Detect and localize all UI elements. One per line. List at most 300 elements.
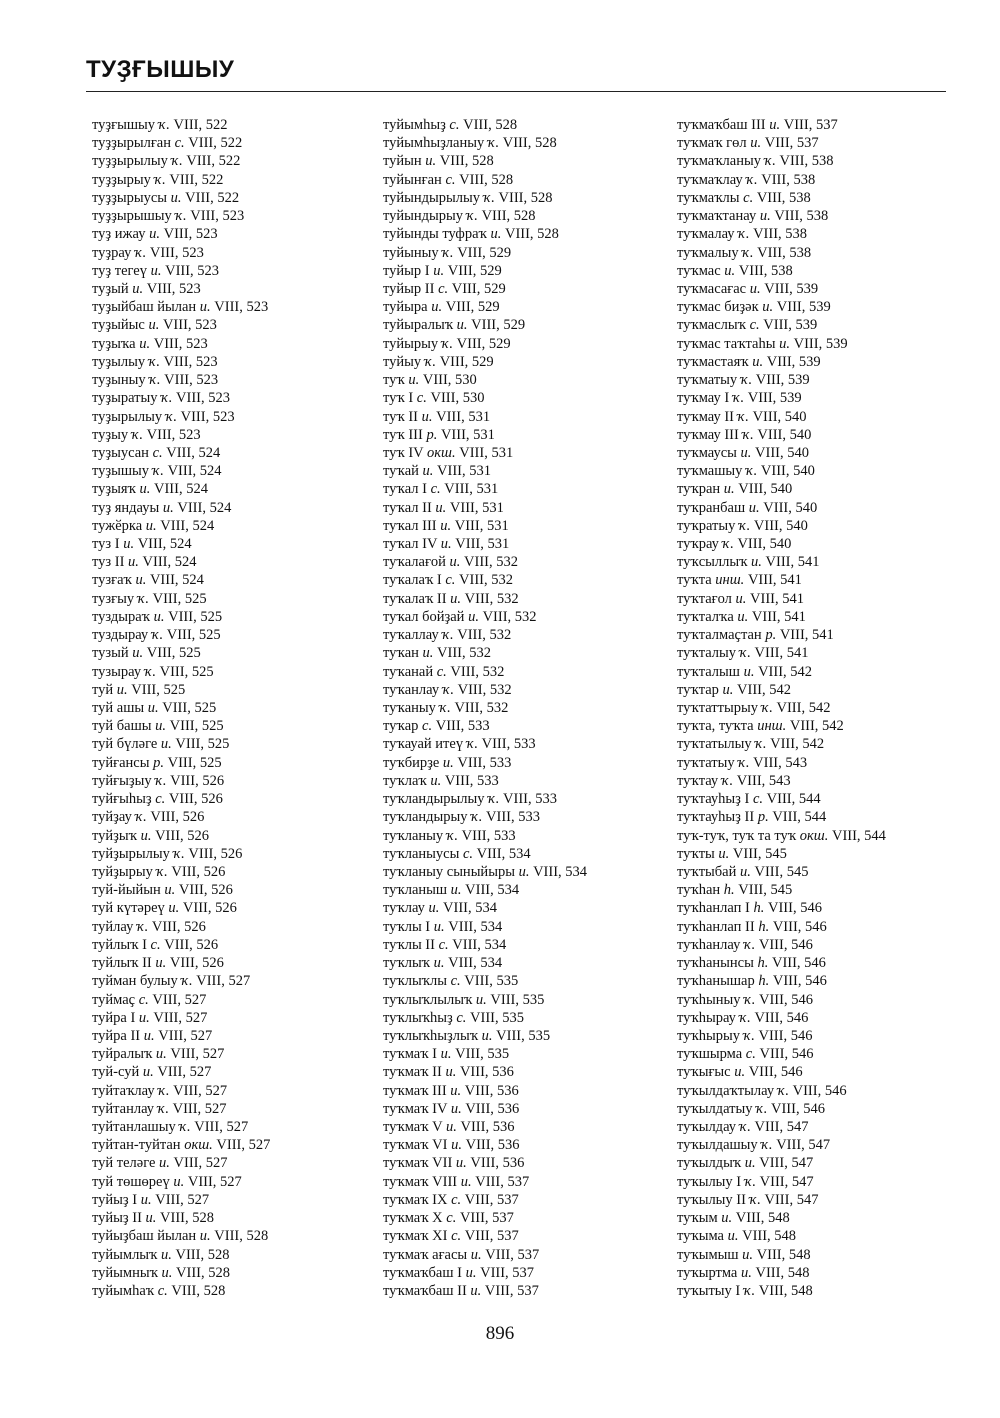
entry-label: и. bbox=[139, 335, 151, 352]
entry-headword: туҡ IV bbox=[383, 444, 427, 461]
entry-reference: VIII, 523 bbox=[210, 299, 269, 316]
entry-reference: VIII, 538 bbox=[735, 262, 793, 279]
entry-headword: туҙ ижау bbox=[92, 226, 150, 243]
entry-reference: VIII, 547 bbox=[755, 1155, 814, 1172]
index-entry bbox=[677, 899, 886, 917]
entry-headword: туҡылдаҡтылау bbox=[677, 1082, 778, 1099]
entry-headword: туҡланыш bbox=[383, 882, 451, 899]
entry-label: и. bbox=[132, 280, 144, 297]
entry-reference: VIII, 523 bbox=[172, 390, 231, 407]
entry-headword: туҡар bbox=[383, 718, 423, 735]
entry-headword: туҡмаҡбаш II bbox=[383, 1283, 471, 1299]
entry-headword: туҡтар bbox=[677, 681, 723, 698]
entry-reference: VIII, 526 bbox=[175, 882, 233, 899]
entry-label: с. bbox=[174, 135, 185, 152]
entry-headword: туйҙыҡ bbox=[92, 827, 141, 844]
index-entry bbox=[677, 808, 886, 826]
entry-label: и. bbox=[440, 517, 452, 534]
entry-reference: VIII, 542 bbox=[786, 718, 844, 735]
entry-label: и. bbox=[779, 335, 790, 352]
entry-headword: туҡмаҡланыу bbox=[677, 153, 765, 170]
index-entry bbox=[677, 772, 886, 790]
entry-headword: туйтаҡлау bbox=[92, 1082, 159, 1099]
running-header-title: ТУҘҒЫШЫУ bbox=[86, 56, 235, 83]
entry-reference: VIII, 546 bbox=[755, 1046, 814, 1063]
index-entry bbox=[92, 1136, 270, 1154]
entry-headword: туҡыма bbox=[677, 1228, 728, 1245]
index-entry bbox=[92, 644, 270, 662]
index-entry bbox=[383, 1045, 587, 1063]
entry-label: и. bbox=[145, 1210, 157, 1227]
entry-label: и. bbox=[740, 444, 752, 461]
entry-reference: VIII, 526 bbox=[160, 936, 219, 953]
entry-label: и. bbox=[153, 608, 165, 625]
entry-reference: VIII, 527 bbox=[153, 1064, 212, 1081]
index-entry bbox=[383, 426, 587, 444]
index-entry bbox=[92, 207, 270, 225]
entry-label: ҡ. bbox=[152, 463, 164, 480]
entry-headword: туҡмалау bbox=[677, 226, 739, 243]
entry-label: р. bbox=[153, 754, 164, 771]
index-entry bbox=[677, 790, 886, 808]
entry-reference: VIII, 524 bbox=[156, 517, 215, 534]
entry-reference: VIII, 535 bbox=[451, 1046, 510, 1063]
entry-headword: туҡмаҡ VIII bbox=[383, 1173, 461, 1190]
entry-label: ҡ. bbox=[439, 700, 451, 716]
entry-headword: туҡран bbox=[677, 481, 724, 498]
entry-reference: VIII, 523 bbox=[143, 280, 201, 297]
index-entry bbox=[383, 1136, 587, 1154]
index-entry bbox=[677, 663, 886, 681]
entry-headword: туҡлыҡһыҙлыҡ bbox=[383, 1027, 482, 1044]
entry-label: и. bbox=[159, 1155, 170, 1172]
entry-headword: туҙыйыс bbox=[92, 317, 149, 334]
index-entry bbox=[383, 152, 587, 170]
entry-headword: туйымһаҡ bbox=[92, 1283, 158, 1299]
entry-reference: VIII, 542 bbox=[754, 663, 813, 680]
entry-label: и. bbox=[724, 262, 736, 279]
entry-label: с. bbox=[446, 1210, 457, 1227]
entry-reference: VIII, 537 bbox=[476, 1264, 535, 1281]
entry-headword: туҡты bbox=[677, 845, 719, 862]
index-entry bbox=[92, 1154, 270, 1172]
entry-headword: туҙ тегеү bbox=[92, 262, 151, 279]
entry-reference: VIII, 525 bbox=[166, 718, 224, 735]
entry-label: ҡ. bbox=[446, 827, 459, 844]
entry-headword: туйра I bbox=[92, 1009, 139, 1026]
entry-reference: VIII, 539 bbox=[763, 353, 821, 370]
entry-label: с. bbox=[155, 791, 166, 808]
entry-label: ҡ. bbox=[442, 681, 454, 698]
entry-label: һ. bbox=[753, 900, 765, 917]
entry-reference: VIII, 524 bbox=[134, 536, 192, 553]
entry-label: и. bbox=[752, 353, 764, 370]
entry-label: ҡ. bbox=[171, 153, 183, 170]
entry-headword: туҡталмаҫтан bbox=[677, 627, 766, 644]
index-entry bbox=[92, 881, 270, 899]
index-entry bbox=[677, 571, 886, 589]
entry-label: ҡ. bbox=[151, 627, 164, 644]
entry-headword: туҡранбаш bbox=[677, 499, 749, 516]
entry-label: и. bbox=[425, 153, 437, 170]
index-entry bbox=[383, 699, 587, 717]
entry-label: ҡ. bbox=[466, 736, 478, 753]
entry-headword: туйлыҡ I bbox=[92, 936, 151, 953]
entry-headword: туҡмаҡбаш III bbox=[677, 117, 770, 133]
entry-reference: VIII, 540 bbox=[748, 408, 807, 425]
index-entry bbox=[383, 863, 587, 881]
index-entry bbox=[677, 517, 886, 535]
entry-label: и. bbox=[748, 499, 760, 516]
index-entry bbox=[677, 1173, 886, 1191]
entry-label: и. bbox=[433, 262, 445, 279]
entry-reference: VIII, 524 bbox=[146, 572, 204, 589]
entry-headword: туйғыҙыу bbox=[92, 772, 156, 789]
entry-label: и. bbox=[123, 536, 135, 553]
entry-label: ҡ. bbox=[761, 1137, 773, 1154]
entry-reference: VIII, 540 bbox=[733, 536, 792, 553]
entry-label: ҡ. bbox=[442, 244, 454, 261]
entry-label: ҡ. bbox=[158, 1082, 170, 1099]
entry-headword: туҡһыныу bbox=[677, 991, 745, 1008]
index-entry bbox=[92, 1246, 270, 1264]
entry-label: и. bbox=[142, 1064, 154, 1081]
entry-headword: туҡмаҡ III bbox=[383, 1082, 451, 1099]
index-entry bbox=[92, 790, 270, 808]
index-column-1 bbox=[92, 116, 270, 1300]
entry-reference: VIII, 523 bbox=[159, 226, 218, 243]
index-entry bbox=[383, 991, 587, 1009]
index-entry bbox=[92, 626, 270, 644]
index-entry bbox=[383, 663, 587, 681]
entry-reference: VIII, 534 bbox=[439, 900, 497, 917]
entry-headword: туҡмас bbox=[677, 262, 725, 279]
index-entry bbox=[92, 152, 270, 170]
entry-headword: туҙыратыу bbox=[92, 390, 162, 407]
index-entry bbox=[383, 1009, 587, 1027]
entry-reference: VIII, 548 bbox=[755, 1283, 813, 1299]
entry-headword: туйлау bbox=[92, 918, 137, 935]
entry-headword: туҙҙырылған bbox=[92, 135, 175, 152]
index-entry bbox=[92, 772, 270, 790]
index-entry bbox=[383, 954, 587, 972]
entry-reference: VIII, 546 bbox=[755, 991, 813, 1008]
entry-label: ҡ. bbox=[136, 918, 149, 935]
index-entry bbox=[677, 845, 886, 863]
index-entry bbox=[92, 371, 270, 389]
entry-headword: туҡал бойҙай bbox=[383, 608, 469, 625]
entry-label: и. bbox=[135, 572, 147, 589]
entry-label: с. bbox=[451, 1228, 462, 1245]
entry-reference: VIII, 531 bbox=[446, 499, 504, 516]
index-entry bbox=[677, 863, 886, 881]
entry-reference: VIII, 528 bbox=[499, 135, 557, 152]
entry-headword: туҡһанлау bbox=[677, 936, 744, 953]
entry-headword: туҡталҡа bbox=[677, 608, 738, 625]
entry-reference: VIII, 527 bbox=[184, 1173, 242, 1190]
entry-reference: VIII, 544 bbox=[768, 809, 827, 826]
index-entry bbox=[92, 1063, 270, 1081]
entry-label: и. bbox=[138, 1009, 150, 1026]
entry-headword: туҡмаҡлау bbox=[677, 171, 747, 188]
entry-label: и. bbox=[456, 317, 468, 334]
entry-reference: VIII, 526 bbox=[165, 791, 223, 808]
entry-reference: VIII, 527 bbox=[192, 973, 251, 990]
entry-reference: VIII, 527 bbox=[168, 1100, 227, 1117]
entry-label: и. bbox=[149, 226, 160, 243]
entry-reference: VIII, 531 bbox=[432, 408, 491, 425]
index-entry bbox=[677, 626, 886, 644]
entry-label: ҡ. bbox=[165, 408, 177, 425]
entry-label: р. bbox=[765, 627, 777, 644]
entry-headword: туҙылыу bbox=[92, 353, 149, 370]
entry-label: и. bbox=[744, 1155, 756, 1172]
index-entry bbox=[677, 936, 886, 954]
entry-reference: VIII, 524 bbox=[138, 554, 197, 571]
entry-label: и. bbox=[147, 700, 159, 716]
entry-reference: VIII, 533 bbox=[441, 772, 499, 789]
entry-headword: туҡландырыу bbox=[383, 809, 472, 826]
index-entry bbox=[92, 936, 270, 954]
entry-reference: VIII, 546 bbox=[750, 1009, 809, 1026]
entry-label: и. bbox=[442, 754, 454, 771]
entry-reference: VIII, 539 bbox=[760, 280, 819, 297]
index-entry bbox=[92, 116, 270, 134]
entry-reference: VIII, 532 bbox=[446, 663, 505, 680]
index-entry bbox=[383, 280, 587, 298]
entry-label: и. bbox=[440, 536, 452, 553]
entry-headword: туҡрау bbox=[677, 536, 723, 553]
entry-label: с. bbox=[438, 280, 449, 297]
entry-headword: тузый bbox=[92, 645, 133, 662]
entry-headword: туйымныҡ bbox=[92, 1264, 162, 1281]
entry-label: ҡ. bbox=[175, 208, 187, 225]
index-entry bbox=[677, 608, 886, 626]
entry-headword: туҡмалыу bbox=[677, 244, 743, 261]
entry-reference: VIII, 534 bbox=[448, 936, 507, 953]
entry-headword: туймаҫ bbox=[92, 991, 139, 1008]
entry-label: ҡ. bbox=[424, 353, 437, 370]
entry-label: и. bbox=[162, 499, 174, 516]
entry-headword: туҡмаҡ IX bbox=[383, 1191, 452, 1208]
entry-reference: VIII, 539 bbox=[752, 372, 810, 389]
index-entry bbox=[92, 1264, 270, 1282]
index-entry bbox=[92, 171, 270, 189]
entry-headword: туҡтыбай bbox=[677, 863, 740, 880]
entry-headword: туйтанлау bbox=[92, 1100, 158, 1117]
entry-reference: VIII, 539 bbox=[759, 317, 818, 334]
entry-label: и. bbox=[155, 718, 167, 735]
entry-label: и. bbox=[450, 1082, 462, 1099]
entry-label: с. bbox=[745, 1046, 756, 1063]
index-entry bbox=[92, 754, 270, 772]
entry-reference: VIII, 529 bbox=[444, 262, 502, 279]
entry-label: и. bbox=[433, 918, 445, 935]
entry-label: с. bbox=[749, 317, 760, 334]
entry-reference: VIII, 545 bbox=[750, 863, 809, 880]
entry-reference: VIII, 528 bbox=[171, 1246, 230, 1263]
index-entry bbox=[383, 571, 587, 589]
entry-reference: VIII, 533 bbox=[458, 827, 516, 844]
entry-reference: VIII, 531 bbox=[451, 517, 509, 534]
entry-reference: VIII, 529 bbox=[467, 317, 526, 334]
entry-label: ҡ. bbox=[173, 845, 185, 862]
entry-label: ҡ. bbox=[744, 991, 756, 1008]
entry-headword: туйыу bbox=[383, 353, 425, 370]
entry-label: и. bbox=[739, 863, 751, 880]
entry-reference: VIII, 544 bbox=[763, 791, 821, 808]
entry-headword: туҙғышыу bbox=[92, 117, 159, 133]
entry-headword: туйыра bbox=[383, 299, 432, 316]
index-entry bbox=[383, 116, 587, 134]
entry-headword: туҡмаҡ II bbox=[383, 1064, 446, 1081]
index-entry bbox=[677, 371, 886, 389]
index-entry bbox=[677, 1118, 886, 1136]
entry-label: и. bbox=[170, 189, 182, 206]
entry-reference: VIII, 537 bbox=[461, 1228, 519, 1245]
index-entry bbox=[92, 1209, 270, 1227]
entry-headword: туҡһырыу bbox=[677, 1027, 744, 1044]
entry-reference: VIII, 526 bbox=[167, 863, 226, 880]
entry-headword: туҡлыҡлы bbox=[383, 973, 451, 990]
index-entry bbox=[677, 408, 886, 426]
entry-reference: VIII, 546 bbox=[769, 973, 827, 990]
entry-label: ҡ. bbox=[755, 736, 767, 753]
entry-headword: туйман булыу bbox=[92, 973, 182, 990]
entry-reference: VIII, 522 bbox=[181, 189, 240, 206]
index-column-2 bbox=[383, 116, 587, 1300]
entry-headword: туҡалаҡ I bbox=[383, 572, 446, 589]
entry-headword: туҙыяҡ bbox=[92, 481, 140, 498]
entry-headword: туйтанлашыу bbox=[92, 1119, 180, 1136]
index-entry bbox=[383, 1100, 587, 1118]
index-entry bbox=[383, 717, 587, 735]
entry-label: и. bbox=[422, 463, 434, 480]
index-entry bbox=[383, 1282, 587, 1300]
entry-reference: VIII, 526 bbox=[146, 809, 205, 826]
entry-reference: VIII, 522 bbox=[165, 171, 224, 188]
entry-label: и. bbox=[155, 1046, 167, 1063]
entry-headword: туҡанлау bbox=[383, 681, 443, 698]
index-entry bbox=[677, 499, 886, 517]
entry-headword: туҡланыу bbox=[383, 827, 447, 844]
entry-reference: VIII, 523 bbox=[150, 335, 208, 352]
entry-headword: туҡан bbox=[383, 645, 423, 662]
entry-reference: VIII, 526 bbox=[148, 918, 206, 935]
entry-label: ҡ. bbox=[738, 517, 751, 534]
index-entry bbox=[383, 371, 587, 389]
entry-headword: туҡалағой bbox=[383, 554, 450, 571]
index-entry bbox=[383, 134, 587, 152]
entry-label: с. bbox=[451, 1191, 462, 1208]
entry-reference: VIII, 542 bbox=[772, 700, 831, 716]
entry-label: с. bbox=[416, 390, 427, 407]
entry-headword: туйра II bbox=[92, 1027, 144, 1044]
entry-headword: туй-суй bbox=[92, 1064, 143, 1081]
entry-reference: VIII, 522 bbox=[184, 135, 243, 152]
entry-headword: туй бүләге bbox=[92, 736, 161, 753]
entry-headword: туйыҙ II bbox=[92, 1210, 146, 1227]
index-entry bbox=[677, 681, 886, 699]
entry-label: с. bbox=[450, 973, 461, 990]
entry-headword: туҡһанышар bbox=[677, 973, 759, 990]
entry-headword: туҡытыу I bbox=[677, 1283, 744, 1299]
entry-headword: туҡлы II bbox=[383, 936, 439, 953]
index-entry bbox=[92, 845, 270, 863]
entry-label: и. bbox=[160, 736, 172, 753]
entry-reference: VIII, 532 bbox=[450, 700, 509, 716]
entry-label: ҡ. bbox=[732, 390, 745, 407]
index-entry bbox=[677, 134, 886, 152]
entry-reference: VIII, 526 bbox=[184, 845, 243, 862]
index-entry bbox=[92, 1118, 270, 1136]
entry-label: и. bbox=[140, 827, 152, 844]
entry-reference: VIII, 528 bbox=[477, 208, 536, 225]
entry-headword: туҙҙырылыу bbox=[92, 153, 172, 170]
entry-label: ҡ. bbox=[161, 390, 173, 407]
entry-label: и. bbox=[465, 1264, 477, 1281]
entry-headword: туҡаллау bbox=[383, 627, 443, 644]
entry-reference: VIII, 525 bbox=[143, 645, 201, 662]
index-entry bbox=[383, 899, 587, 917]
entry-reference: VIII, 537 bbox=[761, 135, 819, 152]
entry-headword: туҡ bbox=[383, 372, 409, 389]
entry-headword: туҡым bbox=[677, 1210, 722, 1227]
entry-label: и. bbox=[421, 408, 433, 425]
entry-label: и. bbox=[445, 1064, 457, 1081]
entry-label: ҡ. bbox=[746, 463, 758, 480]
entry-headword: туҡматыу bbox=[677, 372, 741, 389]
entry-reference: VIII, 538 bbox=[753, 189, 811, 206]
entry-reference: VIII, 532 bbox=[453, 627, 512, 644]
entry-reference: VIII, 528 bbox=[156, 1210, 215, 1227]
entry-headword: туйғыһыҙ bbox=[92, 791, 156, 808]
entry-reference: VIII, 533 bbox=[477, 736, 536, 753]
entry-headword: туҡта bbox=[677, 572, 716, 589]
entry-label: и. bbox=[490, 226, 502, 243]
entry-label: и. bbox=[721, 1210, 733, 1227]
entry-headword: туҡбирҙе bbox=[383, 754, 443, 771]
entry-reference: VIII, 538 bbox=[753, 244, 812, 261]
entry-headword: туҡлыҡлылыҡ bbox=[383, 991, 476, 1008]
entry-label: и. bbox=[450, 882, 462, 899]
index-entry bbox=[677, 1100, 886, 1118]
index-entry bbox=[383, 1264, 587, 1282]
entry-reference: VIII, 534 bbox=[461, 882, 520, 899]
entry-headword: туздыраҡ bbox=[92, 608, 154, 625]
entry-reference: VIII, 532 bbox=[460, 554, 518, 571]
entry-headword: туҡлыҡ bbox=[383, 955, 434, 972]
index-entry bbox=[677, 717, 886, 735]
entry-label: һ. bbox=[758, 918, 770, 935]
entry-label: и. bbox=[148, 317, 160, 334]
entry-label: с. bbox=[138, 991, 149, 1008]
index-entry bbox=[92, 262, 270, 280]
index-entry bbox=[383, 1227, 587, 1245]
entry-label: ҡ. bbox=[721, 772, 734, 789]
entry-reference: VIII, 537 bbox=[481, 1283, 539, 1299]
entry-reference: VIII, 543 bbox=[733, 772, 791, 789]
entry-headword: туйынды туфраҡ bbox=[383, 226, 491, 243]
entry-headword: туҡта, туҡта bbox=[677, 718, 758, 735]
entry-reference: VIII, 528 bbox=[167, 1283, 226, 1299]
entry-label: и. bbox=[718, 845, 730, 862]
entry-headword: туҡылдашыу bbox=[677, 1137, 762, 1154]
index-entry bbox=[92, 954, 270, 972]
entry-label: ҡ. bbox=[157, 1100, 169, 1117]
entry-label: ҡ. bbox=[744, 1173, 757, 1190]
entry-label: инш. bbox=[715, 572, 745, 589]
